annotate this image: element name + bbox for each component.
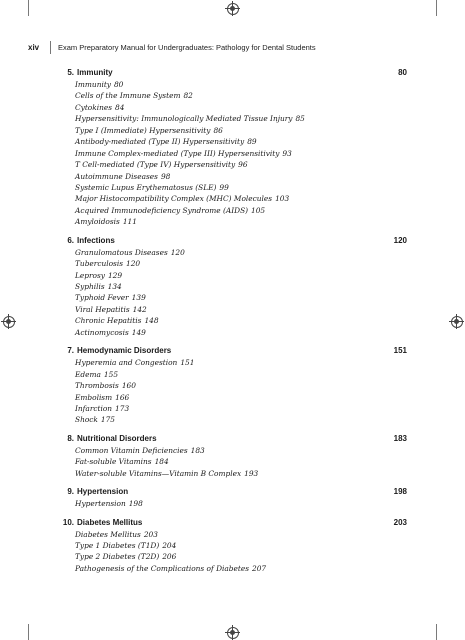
toc-entry — [75, 136, 407, 147]
entry-title: Acquired Immunodeficiency Syndrome (AIDS) — [75, 205, 249, 215]
toc-chapter — [55, 517, 407, 575]
entry-page: 85 — [295, 114, 305, 124]
toc-chapter — [55, 433, 407, 479]
toc-chapter — [55, 235, 407, 339]
chapter-number: 10. — [62, 517, 74, 527]
registration-mark-top-icon — [227, 3, 239, 15]
entry-title: Systemic Lupus Erythematosus (SLE) — [75, 182, 217, 192]
toc-entry — [75, 392, 407, 403]
chapter-title: Immunity — [77, 68, 113, 77]
chapter-heading — [55, 433, 407, 445]
toc-entry — [75, 193, 407, 204]
toc-entry — [75, 563, 407, 574]
entry-page: 183 — [190, 445, 205, 455]
toc-entry — [75, 498, 407, 509]
toc-entry — [75, 357, 407, 368]
entry-page: 160 — [121, 381, 136, 391]
entry-page: 149 — [131, 327, 146, 337]
chapter-number: 9. — [67, 487, 74, 497]
entry-page: 206 — [162, 552, 177, 562]
crop-mark-bottom-left — [28, 624, 29, 640]
toc-chapter — [55, 486, 407, 509]
chapter-number: 5. — [67, 68, 74, 77]
chapter-heading — [55, 235, 407, 247]
entry-title: Pathogenesis of the Complications of Diabetes — [75, 563, 250, 573]
entry-title: Viral Hepatitis — [75, 304, 130, 314]
toc-chapter — [55, 345, 407, 426]
entry-title: Tuberculosis — [75, 259, 123, 269]
chapter-title: Nutritional Disorders — [77, 433, 157, 443]
chapter-number: 7. — [67, 346, 74, 356]
entry-page: 166 — [115, 392, 130, 402]
entry-page: 139 — [131, 293, 146, 303]
header-divider — [50, 41, 51, 54]
toc-entry — [75, 468, 407, 479]
entry-page: 129 — [107, 270, 123, 280]
toc-entry — [75, 540, 407, 551]
chapter-heading — [55, 486, 407, 498]
entry-page: 173 — [115, 403, 130, 413]
toc-entry — [75, 148, 407, 159]
toc-entry — [75, 171, 407, 182]
entry-title: Leprosy — [75, 270, 105, 280]
chapter-title: Hemodynamic Disorders — [77, 346, 172, 356]
chapter-heading — [55, 67, 407, 79]
crop-mark-bottom-right — [436, 624, 437, 640]
entry-page: 175 — [100, 415, 115, 425]
entry-page: 120 — [170, 247, 185, 257]
table-of-contents — [55, 67, 407, 581]
entry-page: 120 — [126, 259, 141, 269]
chapter-title-group — [55, 67, 113, 79]
entry-page: 89 — [247, 137, 257, 147]
entry-title: Hypersensitivity: Immunologically Mediated Tissue Injury — [75, 114, 293, 124]
entry-title: Amyloidosis — [75, 217, 120, 227]
entry-page: 80 — [113, 80, 124, 89]
entry-page: 193 — [244, 468, 259, 478]
entry-page: 155 — [103, 369, 119, 379]
toc-entry — [75, 159, 407, 170]
entry-title: Fat-soluble Vitamins — [75, 457, 152, 467]
page-number: xiv — [28, 42, 40, 52]
chapter-title: Hypertension — [77, 487, 129, 497]
entry-title: Shock — [75, 415, 98, 425]
entry-title: Hypertension — [75, 499, 126, 509]
entry-title: Major Histocompatibility Complex (MHC) Molecules — [75, 194, 273, 204]
toc-entry — [75, 369, 407, 380]
entry-page: 198 — [128, 499, 143, 509]
running-header — [28, 40, 437, 54]
entry-page: 93 — [282, 148, 292, 158]
toc-entry — [75, 113, 407, 124]
chapter-title-group — [55, 486, 128, 498]
entry-title: Hyperemia and Congestion — [75, 358, 178, 368]
toc-entry — [75, 551, 407, 562]
toc-entry — [75, 216, 407, 227]
entry-page: 204 — [162, 541, 177, 550]
entry-title: Diabetes Mellitus — [75, 529, 141, 539]
chapter-title-group — [55, 235, 115, 247]
chapter-title-group — [55, 433, 157, 445]
entry-title: Actinomycosis — [75, 327, 129, 337]
toc-entry — [75, 529, 407, 540]
toc-entry — [75, 270, 407, 281]
toc-entry — [75, 90, 407, 101]
entry-title: Chronic Hepatitis — [75, 316, 142, 326]
chapter-heading — [55, 345, 407, 357]
toc-entry — [75, 315, 407, 326]
toc-entry — [75, 304, 407, 315]
entry-title: Autoimmune Diseases — [75, 171, 158, 181]
crop-mark-top-right — [436, 0, 437, 16]
toc-entry — [75, 327, 407, 338]
entry-title: Infarction — [75, 403, 113, 413]
entry-page: 142 — [132, 304, 147, 314]
entry-title: Typhoid Fever — [75, 293, 129, 303]
entry-title: Edema — [75, 369, 101, 379]
entry-title: Immunity — [75, 80, 111, 89]
entry-page: 103 — [275, 194, 290, 204]
chapter-title-group — [55, 517, 142, 529]
chapter-page: 151 — [393, 346, 407, 356]
registration-mark-left-icon — [3, 316, 15, 328]
entry-title: Type 1 Diabetes (T1D) — [75, 541, 160, 550]
entry-page: 184 — [154, 457, 169, 467]
book-title: Exam Preparatory Manual for Undergraduates: Pathology for Dental Students — [58, 42, 316, 52]
entry-title: Thrombosis — [75, 381, 119, 391]
entry-page: 148 — [144, 316, 159, 326]
entry-title: Type I (Immediate) Hypersensitivity — [75, 125, 211, 135]
chapter-page: 80 — [398, 68, 407, 77]
entry-title: Common Vitamin Deficiencies — [75, 445, 188, 455]
entry-page: 98 — [160, 171, 171, 181]
entry-page: 151 — [180, 358, 195, 368]
entry-page: 99 — [219, 182, 229, 192]
toc-entry — [75, 456, 407, 467]
chapter-number: 8. — [67, 433, 74, 443]
toc-entry — [75, 247, 407, 258]
entry-page: 105 — [251, 205, 266, 215]
chapter-number: 6. — [67, 235, 74, 245]
registration-mark-bottom-icon — [227, 627, 239, 639]
entry-page: 207 — [252, 563, 267, 573]
crop-mark-top-left — [28, 0, 29, 16]
entry-title: T Cell-mediated (Type IV) Hypersensitivity — [75, 160, 236, 170]
toc-entry — [75, 281, 407, 292]
entry-title: Type 2 Diabetes (T2D) — [75, 552, 160, 562]
chapter-page: 120 — [393, 235, 407, 245]
entry-title: Immune Complex-mediated (Type III) Hypersensitivity — [75, 148, 280, 158]
entry-page: 134 — [107, 282, 122, 291]
entry-title: Cytokines — [75, 102, 113, 112]
toc-entry — [75, 380, 407, 391]
toc-entry — [75, 125, 407, 136]
entry-title: Water-soluble Vitamins—Vitamin B Complex — [75, 468, 242, 478]
toc-entry — [75, 258, 407, 269]
entry-page: 84 — [115, 102, 125, 112]
entry-title: Antibody-mediated (Type II) Hypersensitivity — [75, 137, 245, 147]
entry-title: Embolism — [75, 392, 113, 402]
entry-page: 82 — [183, 91, 193, 101]
entry-page: 96 — [238, 160, 248, 170]
entry-title: Granulomatous Diseases — [75, 247, 168, 257]
entry-title: Cells of the Immune System — [75, 91, 181, 101]
entry-page: 203 — [143, 529, 158, 539]
toc-entry — [75, 205, 407, 216]
toc-entry — [75, 292, 407, 303]
chapter-title: Diabetes Mellitus — [77, 517, 143, 527]
toc-entry — [75, 414, 407, 425]
chapter-title-group — [55, 345, 171, 357]
toc-entry — [75, 182, 407, 193]
toc-entry — [75, 403, 407, 414]
entry-page: 111 — [122, 217, 137, 227]
chapter-page: 198 — [393, 487, 407, 497]
chapter-heading — [55, 517, 407, 529]
entry-title: Syphilis — [75, 282, 105, 291]
entry-page: 86 — [213, 125, 223, 135]
chapter-page: 183 — [393, 433, 407, 443]
registration-mark-right-icon — [451, 316, 463, 328]
chapter-page: 203 — [393, 517, 407, 527]
chapter-title: Infections — [77, 235, 115, 245]
toc-entry — [75, 79, 407, 90]
toc-chapter — [55, 67, 407, 228]
toc-entry — [75, 102, 407, 113]
toc-entry — [75, 445, 407, 456]
